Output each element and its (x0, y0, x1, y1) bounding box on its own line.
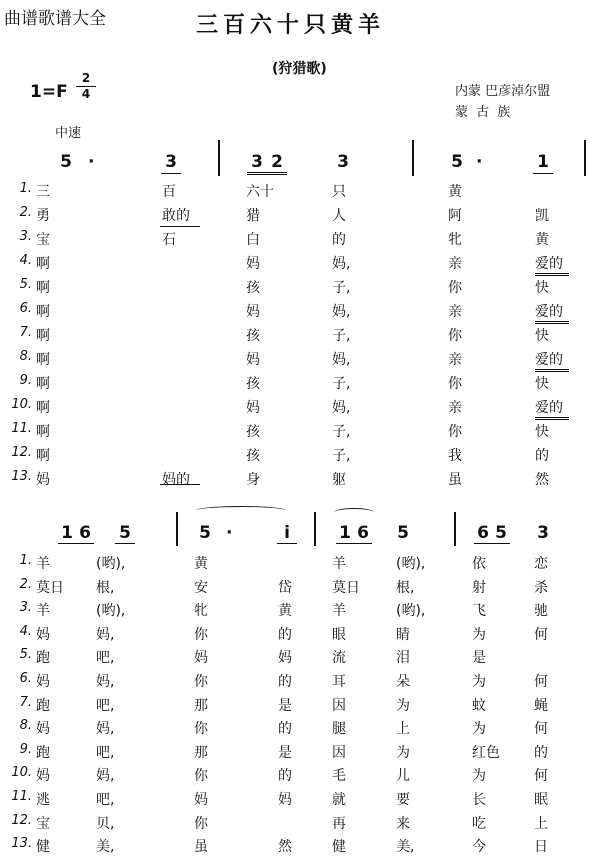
lyric-syllable: 孩 (246, 280, 260, 296)
note: 5 (60, 152, 72, 172)
lyric-syllable: 美, (96, 839, 115, 856)
verse-number: 13. (11, 469, 32, 484)
lyric-syllable: 吧, (96, 697, 115, 714)
lyric-syllable: 白 (246, 232, 260, 248)
verse-number: 12. (11, 445, 32, 460)
barline (314, 512, 316, 546)
lyric-syllable: 要 (396, 792, 410, 808)
lyric-syllable: 黄 (448, 184, 462, 200)
lyric-slur-line (160, 484, 200, 485)
augmentation-dot: · (88, 152, 95, 172)
verse-number: 2. (19, 576, 32, 592)
lyric-syllable: 长 (472, 792, 486, 808)
verse-number: 6. (19, 301, 32, 316)
lyric-slur-line (535, 417, 569, 420)
verse-number: 3. (19, 229, 32, 244)
lyric-syllable: 泪 (396, 650, 410, 667)
lyric-syllable: 亲 (448, 304, 462, 320)
verse-number: 9. (19, 373, 32, 388)
lyric-syllable: 根, (96, 579, 115, 596)
lyric-syllable: 杀 (534, 579, 548, 596)
note: 2 (271, 152, 283, 172)
lyric-syllable: 飞 (472, 603, 486, 620)
underline (277, 543, 297, 544)
lyric-syllable: 逃 (36, 792, 50, 808)
lyric-syllable: 的 (278, 674, 292, 690)
lyric-syllable: 上 (396, 721, 410, 738)
lyric-syllable: 啊 (36, 256, 50, 272)
lyric-syllable: 何 (534, 626, 548, 643)
verse-number: 8. (19, 349, 32, 364)
lyric-syllable: 勇 (36, 208, 50, 224)
lyric-syllable: 三 (36, 184, 50, 200)
lyric-syllable: 黄 (194, 556, 208, 572)
verse-number: 12. (11, 812, 32, 828)
lyric-syllable: 你 (448, 280, 462, 296)
song-subtitle: (狩猎歌) (272, 61, 327, 77)
verse-number: 13. (11, 836, 32, 852)
lyric-syllable: 亲 (448, 256, 462, 272)
lyric-syllable: 宝 (36, 815, 50, 832)
lyric-syllable: 的 (332, 232, 346, 248)
lyric-syllable: 再 (332, 815, 346, 832)
lyric-syllable: 宝 (36, 232, 50, 248)
lyric-syllable: 爱的 (535, 304, 563, 320)
verse-number: 10. (11, 765, 32, 781)
lyric-syllable: 你 (448, 328, 462, 344)
lyric-syllable: 妈, (96, 721, 115, 738)
lyric-syllable: 的 (278, 721, 292, 738)
lyric-syllable: 蝇 (534, 697, 548, 714)
verse-number: 8. (19, 718, 32, 734)
lyric-syllable: 只 (332, 184, 346, 200)
lyric-syllable: 爱的 (535, 400, 563, 416)
lyric-syllable: 美, (396, 839, 415, 856)
lyric-syllable: 妈, (96, 768, 115, 785)
lyric-syllable: 啊 (36, 400, 50, 416)
lyric-syllable: (哟), (396, 603, 426, 620)
lyric-syllable: 贝, (96, 815, 115, 832)
lyric-syllable: 红色 (472, 744, 500, 761)
lyric-syllable: 妈, (332, 400, 351, 416)
lyric-syllable: 虽 (194, 839, 208, 856)
lyric-syllable: 妈 (246, 352, 260, 368)
verse-number: 6. (19, 671, 32, 686)
lyric-syllable: (哟), (396, 556, 426, 572)
lyric-syllable: 为 (472, 626, 486, 643)
lyric-syllable: 子, (332, 328, 351, 344)
lyric-syllable: 妈, (332, 352, 351, 368)
watermark: 曲谱歌谱大全 (4, 9, 106, 29)
lyric-syllable: 你 (194, 815, 208, 832)
lyric-syllable: 阿 (448, 208, 462, 224)
verse-number: 7. (19, 325, 32, 340)
lyric-syllable: 羊 (332, 603, 346, 620)
lyric-syllable: 躯 (332, 472, 346, 488)
lyric-syllable: 吃 (472, 815, 486, 832)
lyric-syllable: 根, (396, 579, 415, 596)
time-signature (76, 72, 96, 101)
lyric-syllable: 的 (278, 768, 292, 785)
lyric-syllable: 你 (194, 721, 208, 738)
verse-number: 4. (19, 623, 32, 639)
verse-number: 5. (19, 647, 32, 663)
barline (454, 512, 456, 546)
verse-number: 1. (19, 553, 32, 568)
lyric-syllable: 睛 (396, 626, 410, 643)
lyric-syllable: 凯 (535, 208, 549, 224)
lyric-syllable: 莫日 (36, 579, 64, 596)
lyric-syllable: 的 (278, 626, 292, 643)
lyric-syllable: 妈 (246, 304, 260, 320)
lyric-syllable: 儿 (396, 768, 410, 785)
verse-number: 9. (19, 741, 32, 757)
lyric-syllable: 眠 (534, 792, 548, 808)
note: 5 (495, 523, 507, 543)
lyric-syllable: 莫日 (332, 579, 360, 596)
lyric-syllable: 何 (534, 721, 548, 738)
lyric-syllable: 啊 (36, 280, 50, 296)
verse-number: 10. (11, 397, 32, 412)
lyric-syllable: 孩 (246, 448, 260, 464)
note: 3 (337, 152, 349, 172)
lyric-syllable: 健 (36, 839, 50, 856)
lyric-syllable: 妈 (36, 472, 50, 488)
song-title: 三百六十只黄羊 (196, 13, 386, 38)
lyric-syllable: 然 (278, 839, 292, 856)
lyric-syllable: 敢的 (162, 208, 190, 224)
lyric-syllable: 岱 (278, 579, 292, 596)
underline (58, 543, 94, 544)
lyric-syllable: 然 (535, 472, 549, 488)
verse-number: 1. (19, 181, 32, 196)
lyric-syllable: 啊 (36, 304, 50, 320)
lyric-syllable: 你 (448, 424, 462, 440)
lyric-syllable: 为 (472, 768, 486, 785)
lyric-syllable: 因 (332, 744, 346, 761)
augmentation-dot: · (226, 523, 233, 543)
lyric-syllable: 吧, (96, 744, 115, 761)
lyric-syllable: 妈 (36, 721, 50, 738)
time-numerator: 2 (81, 71, 91, 85)
note: 3 (537, 523, 549, 543)
lyric-syllable: 我 (448, 448, 462, 464)
lyric-syllable: 妈 (36, 768, 50, 785)
lyric-syllable: 你 (194, 674, 208, 690)
lyric-syllable: 蚊 (472, 697, 486, 714)
lyric-syllable: 那 (194, 744, 208, 761)
lyric-syllable: 毛 (332, 768, 346, 785)
verse-number: 11. (11, 789, 32, 804)
verse-number: 7. (19, 694, 32, 710)
lyric-syllable: 来 (396, 815, 410, 832)
lyric-syllable: 啊 (36, 352, 50, 368)
barline (218, 140, 220, 176)
credit-region: 内蒙 巴彦淖尔盟 (455, 84, 551, 99)
lyric-syllable: 快 (535, 280, 549, 296)
lyric-syllable: (哟), (96, 556, 126, 572)
lyric-syllable: 腿 (332, 721, 346, 738)
lyric-syllable: 流 (332, 650, 346, 667)
lyric-syllable: 就 (332, 792, 346, 808)
lyric-slur-line (160, 226, 200, 227)
lyric-syllable: 妈, (332, 304, 351, 320)
lyric-syllable: 安 (194, 579, 208, 596)
lyric-syllable: 子, (332, 424, 351, 440)
lyric-syllable: 妈 (194, 792, 208, 808)
lyric-syllable: 啊 (36, 424, 50, 440)
lyric-syllable: 人 (332, 208, 346, 224)
lyric-syllable: 啊 (36, 376, 50, 392)
lyric-syllable: 黄 (535, 232, 549, 248)
lyric-syllable: 石 (162, 232, 176, 248)
note: 1 (61, 523, 73, 543)
lyric-syllable: 妈 (278, 792, 292, 808)
tempo-marking: 中速 (55, 126, 82, 141)
lyric-syllable: 跑 (36, 697, 50, 714)
note: 6 (477, 523, 489, 543)
lyric-syllable: 孩 (246, 376, 260, 392)
augmentation-dot: · (476, 152, 483, 172)
verse-number: 4. (19, 253, 32, 268)
lyric-syllable: 何 (534, 674, 548, 690)
lyric-syllable: 驰 (534, 603, 548, 620)
lyric-syllable: 跑 (36, 744, 50, 761)
note: 6 (79, 523, 91, 543)
lyric-syllable: 羊 (332, 556, 346, 572)
lyric-syllable: 虽 (448, 472, 462, 488)
lyric-syllable: 今 (472, 839, 486, 856)
lyric-syllable: 朵 (396, 674, 410, 690)
lyric-syllable: 爱的 (535, 352, 563, 368)
lyric-syllable: 吧, (96, 792, 115, 808)
lyric-syllable: 为 (472, 674, 486, 690)
verse-number: 3. (19, 600, 32, 616)
note: 3 (251, 152, 263, 172)
lyric-syllable: 为 (396, 697, 410, 714)
barline (412, 140, 414, 176)
lyric-slur-line (535, 321, 569, 324)
lyric-syllable: 因 (332, 697, 346, 714)
lyric-syllable: 牝 (448, 232, 462, 248)
lyric-syllable: 你 (194, 768, 208, 785)
lyric-syllable: 百 (162, 184, 176, 200)
note: 6 (357, 523, 369, 543)
lyric-syllable: 快 (535, 376, 549, 392)
lyric-syllable: 子, (332, 376, 351, 392)
verse-number: 2. (19, 205, 32, 220)
lyric-syllable: 啊 (36, 328, 50, 344)
lyric-syllable: 妈, (96, 626, 115, 643)
verse-number: 5. (19, 277, 32, 292)
underline (533, 173, 553, 174)
lyric-syllable: 妈 (194, 650, 208, 667)
lyric-syllable: (哟), (96, 603, 126, 620)
underline (474, 543, 510, 544)
underline (161, 173, 181, 174)
underline (115, 543, 135, 544)
credit-ethnicity: 蒙 古 族 (455, 105, 513, 120)
lyric-syllable: 妈 (36, 626, 50, 643)
note: 5 (397, 523, 409, 543)
lyric-syllable: 妈, (96, 674, 115, 690)
lyric-syllable: 日 (534, 839, 548, 856)
lyric-syllable: 快 (535, 424, 549, 440)
tie (196, 506, 286, 515)
lyric-syllable: 啊 (36, 448, 50, 464)
lyric-syllable: 吧, (96, 650, 115, 667)
time-denominator: 4 (81, 87, 91, 101)
note: i (284, 523, 290, 543)
lyric-syllable: 上 (534, 815, 548, 832)
verse-number: 11. (11, 421, 32, 436)
lyric-syllable: 为 (472, 721, 486, 738)
note: 1 (339, 523, 351, 543)
lyric-syllable: 羊 (36, 603, 50, 620)
lyric-syllable: 妈 (36, 674, 50, 690)
lyric-syllable: 六十 (246, 184, 274, 200)
lyric-syllable: 那 (194, 697, 208, 714)
lyric-syllable: 依 (472, 556, 486, 572)
lyric-syllable: 牝 (194, 603, 208, 620)
lyric-syllable: 健 (332, 839, 346, 856)
lyric-syllable: 耳 (332, 674, 346, 690)
lyric-syllable: 你 (448, 376, 462, 392)
lyric-syllable: 妈的 (162, 472, 190, 488)
note: 1 (537, 152, 549, 172)
lyric-syllable: 射 (472, 579, 486, 596)
lyric-syllable: 孩 (246, 424, 260, 440)
barline (176, 512, 178, 546)
lyric-syllable: 亲 (448, 400, 462, 416)
lyric-syllable: 恋 (534, 556, 548, 572)
lyric-syllable: 是 (278, 744, 292, 761)
note: 3 (165, 152, 177, 172)
lyric-syllable: 跑 (36, 650, 50, 667)
note: 5 (119, 523, 131, 543)
lyric-syllable: 黄 (278, 603, 292, 620)
underline (247, 172, 287, 175)
lyric-syllable: 孩 (246, 328, 260, 344)
lyric-syllable: 子, (332, 448, 351, 464)
key-signature: 1=F (30, 82, 68, 102)
lyric-syllable: 羊 (36, 556, 50, 572)
lyric-syllable: 你 (194, 626, 208, 643)
lyric-syllable: 妈, (332, 256, 351, 272)
lyric-syllable: 猎 (246, 208, 260, 224)
note: 5 (451, 152, 463, 172)
lyric-slur-line (535, 273, 569, 276)
lyric-syllable: 子, (332, 280, 351, 296)
lyric-syllable: 亲 (448, 352, 462, 368)
lyric-syllable: 是 (472, 650, 486, 667)
barline (584, 140, 586, 176)
underline (336, 543, 372, 544)
lyric-syllable: 妈 (246, 256, 260, 272)
lyric-syllable: 妈 (278, 650, 292, 667)
lyric-syllable: 何 (534, 768, 548, 785)
tie (334, 508, 374, 517)
lyric-syllable: 爱的 (535, 256, 563, 272)
lyric-syllable: 妈 (246, 400, 260, 416)
note: 5 (199, 523, 211, 543)
lyric-syllable: 的 (534, 744, 548, 761)
lyric-syllable: 是 (278, 697, 292, 714)
lyric-syllable: 身 (246, 472, 260, 488)
lyric-syllable: 为 (396, 744, 410, 761)
lyric-syllable: 的 (535, 448, 549, 464)
lyric-slur-line (535, 369, 569, 372)
lyric-syllable: 快 (535, 328, 549, 344)
lyric-syllable: 眼 (332, 626, 346, 643)
